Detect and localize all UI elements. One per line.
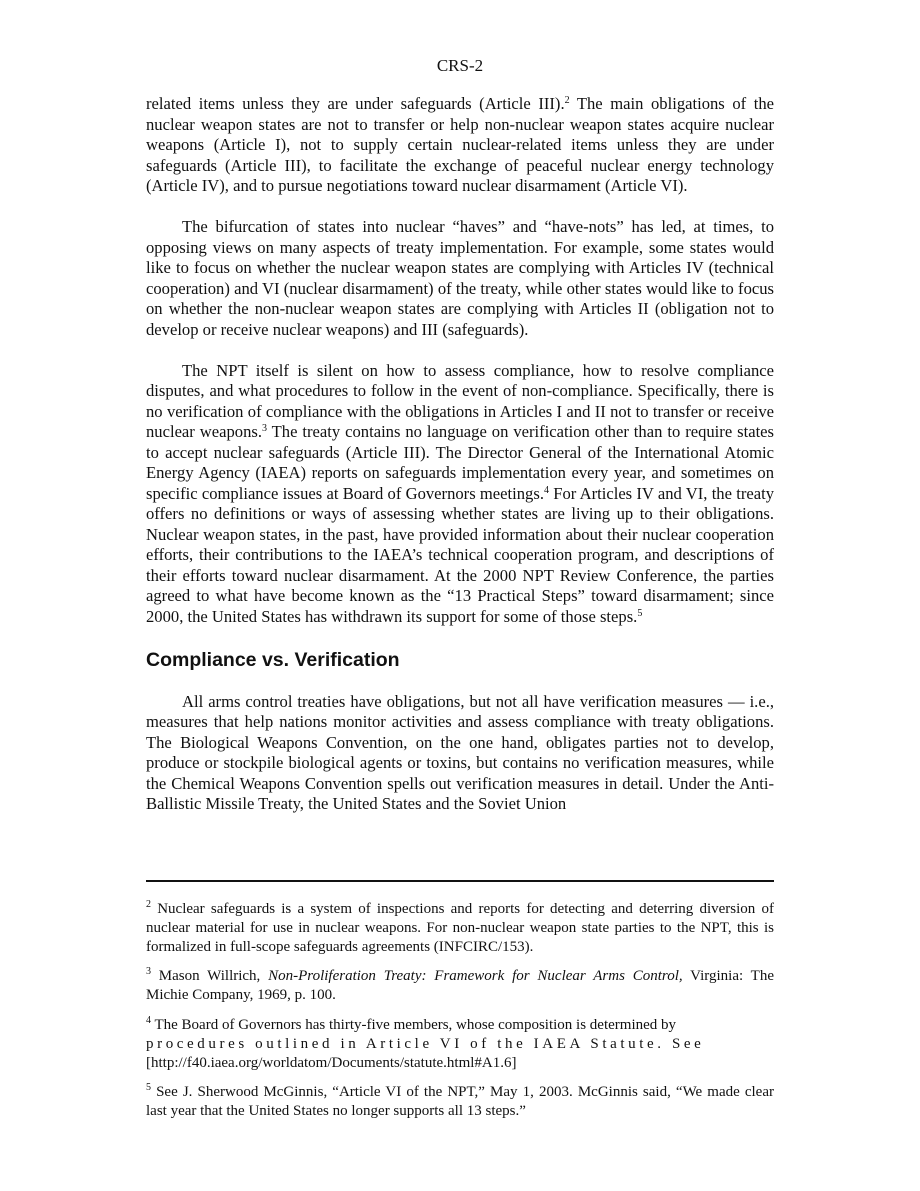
footnote-3-rest: Virginia: The Michie Company, 1969, p. 100. xyxy=(146,968,775,1004)
footnote-2-number: 2 xyxy=(146,899,151,910)
footnote-ref-5: 5 xyxy=(637,607,643,619)
paragraph-3-text-b: The treaty contains no language on verification other than to require states to accept nuclear safeguards (Article III). The Director General of the International Atomic Energy Agency (IAEA) reports on safeguards implementation every year, and sometimes on specific compliance issues at Board of Governors meetings. xyxy=(146,422,774,503)
footnote-4-line-1 xyxy=(146,1016,774,1035)
footnote-2 xyxy=(146,900,774,956)
footnote-5-text: See J. Sherwood McGinnis, “Article VI of the NPT,” May 1, 2003. McGinnis said, “We made clear last year that the United States no longer supports all 13 steps.” xyxy=(146,1084,774,1120)
paragraph-3-text-c: For Articles IV and VI, the treaty offers no definitions or ways of assessing whether states are living up to their obligations. Nuclear weapon states, in the past, have provided information about their nuclear cooperation efforts, their contributions to the IAEA’s technical cooperation program, and descriptions of their efforts toward nuclear disarmament. At the 2000 NPT Review Conference, the parties agreed to what have become known as the “13 Practical Steps” toward disarmament; since 2000, the United States has withdrawn its support for some of those steps. xyxy=(146,483,774,626)
paragraph-3-text-a: The NPT itself is silent on how to assess compliance, how to resolve compliance disputes, and what procedures to follow in the event of non-compliance. Specifically, there is no verification of compliance with the obligations in Articles I and II not to transfer or receive nuclear weapons. xyxy=(146,360,774,441)
paragraph-1 xyxy=(146,94,774,197)
footnote-ref-3: 3 xyxy=(262,423,267,434)
footnote-4 xyxy=(146,1016,774,1072)
footnote-4-text-b: procedures outlined in Article VI of the IAEA Statute. See xyxy=(146,1035,705,1052)
paragraph-3 xyxy=(146,361,774,628)
paragraph-1-text-b: The main obligations of the nuclear weapon states are not to transfer or help non-nuclear weapon states acquire nuclear weapons (Article I), not to supply certain nuclear-related items unless they are under safeguards (Article III), to facilitate the exchange of peaceful nuclear energy technology (Article IV), and to pursue negotiations toward nuclear disarmament (Article VI). xyxy=(146,94,774,195)
footnotes xyxy=(146,900,774,1132)
footnote-4-url: [http://f40.iaea.org/worldatom/Documents/statute.html#A1.6] xyxy=(146,1054,517,1071)
footnote-divider xyxy=(146,880,774,882)
footnote-3 xyxy=(146,967,774,1005)
footnote-5-number: 5 xyxy=(146,1082,151,1094)
page-number-header: CRS-2 xyxy=(436,56,484,75)
footnote-4-number: 4 xyxy=(146,1014,151,1026)
footnote-ref-2: 2 xyxy=(564,95,570,106)
footnote-2-text: Nuclear safeguards is a system of inspections and reports for detecting and deterring diversion of nuclear material for use in nuclear weapons. For non-nuclear weapon state parties to the NPT, this is formalized in full-scope safeguards agreements (INFCIRC/153). xyxy=(146,901,774,955)
footnote-ref-4: 4 xyxy=(543,484,549,496)
paragraph-4: All arms control treaties have obligations, but not all have verification measures — i.e., measures that help nations monitor activities and assess compliance with treaty obligations. The Biological Weapons Convention, on the one hand, obligates parties not to develop, produce or stockpile biological agents or toxins, but contains no verification measures, while the Chemical Weapons Convention spells out verification measures in detail. Under the Anti-Ballistic Missile Treaty, the United States and the Soviet Union xyxy=(146,691,774,813)
body-text xyxy=(146,94,774,835)
footnote-5 xyxy=(146,1083,774,1121)
section-heading: Compliance vs. Verification xyxy=(146,648,400,671)
footnote-3-title: Non-Proliferation Treaty: Framework for Nuclear Arms Control, xyxy=(268,968,683,985)
paragraph-1-text-a: related items unless they are under safeguards (Article III). xyxy=(146,94,565,113)
footnote-3-author: Mason Willrich, xyxy=(151,968,269,985)
paragraph-2: The bifurcation of states into nuclear “haves” and “have-nots” has led, at times, to opposing views on many aspects of treaty implementation. For example, some states would like to focus on whether the nuclear weapon states are complying with Articles IV (technical cooperation) and VI (nuclear disarmament) of the treaty, while other states would like to focus on whether the non-nuclear weapon states are complying with Articles II (obligation not to develop or receive nuclear weapons) and III (safeguards). xyxy=(146,217,774,339)
footnote-4-text-a: The Board of Governors has thirty-five members, whose composition is determined by xyxy=(151,1016,677,1033)
footnote-3-number: 3 xyxy=(146,966,151,978)
